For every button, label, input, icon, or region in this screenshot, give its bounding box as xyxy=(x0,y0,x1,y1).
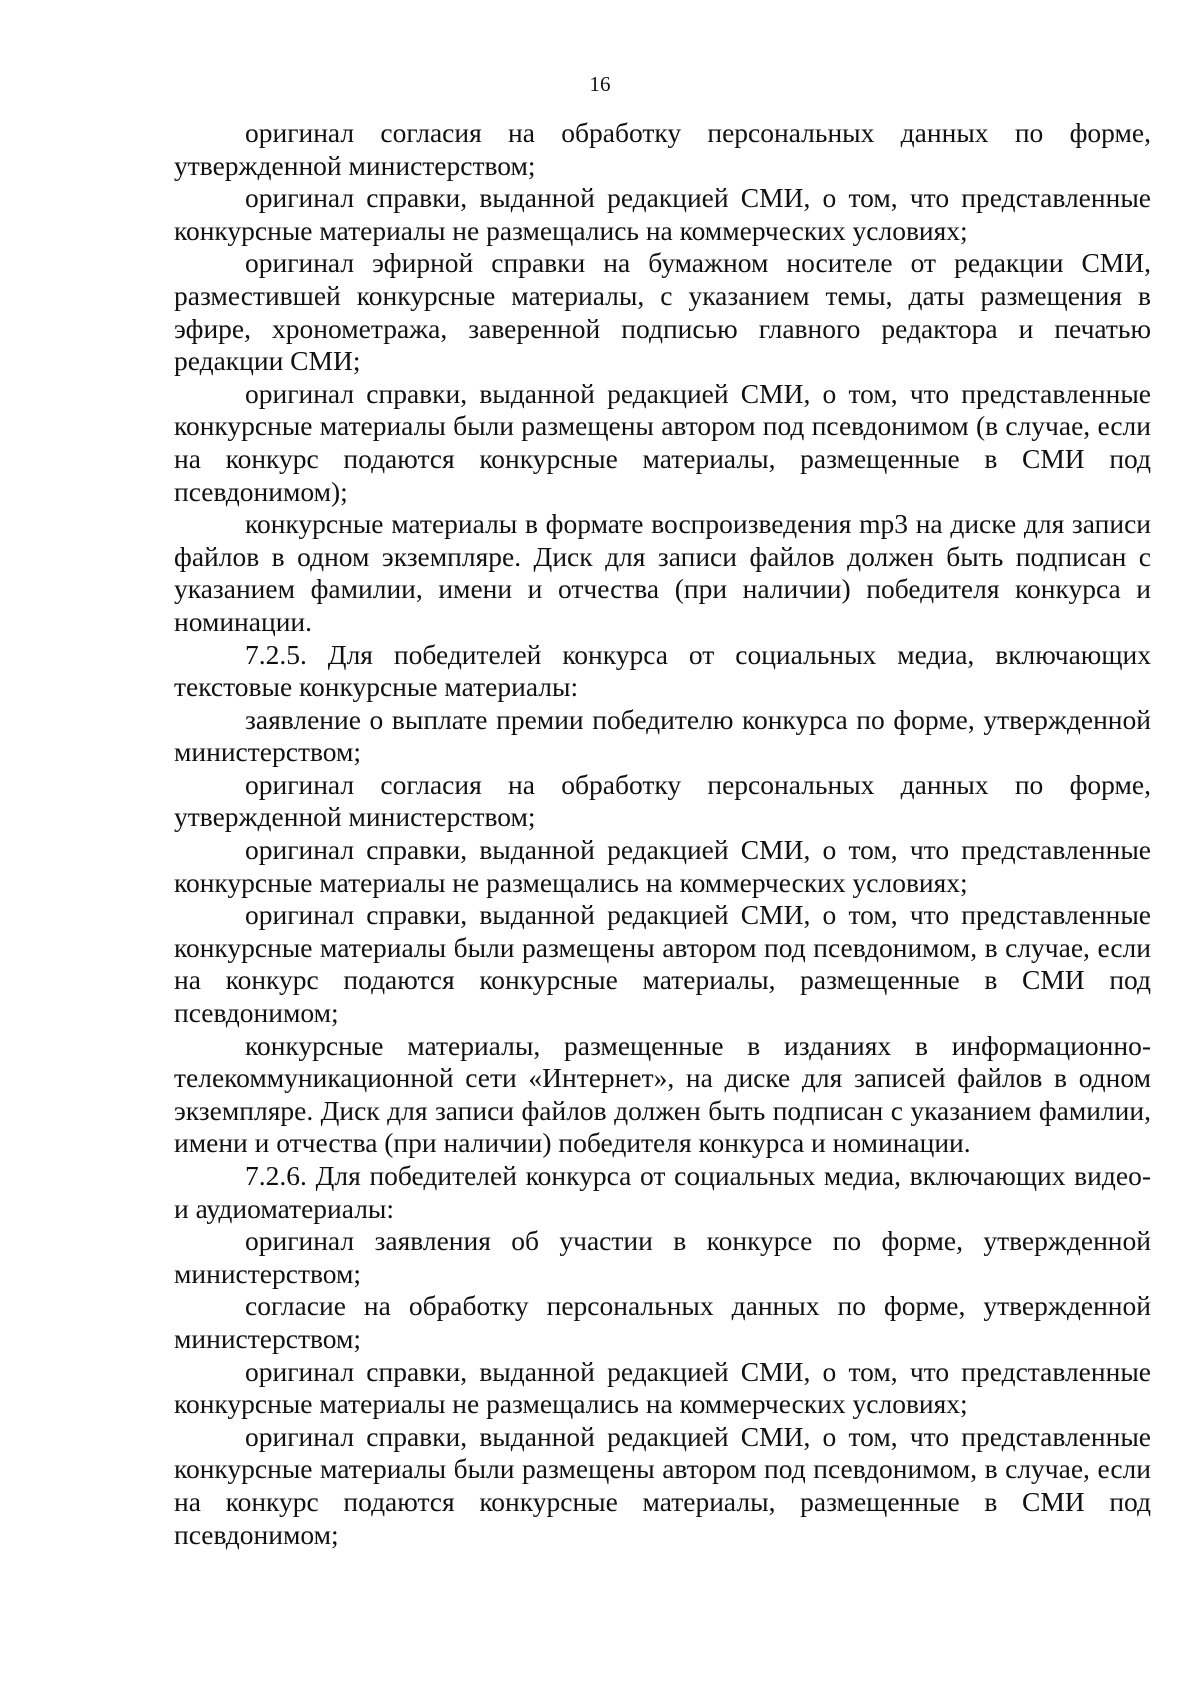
paragraph-consent-original: оригинал согласия на обработку персональных данных по форме, утвержденной министерством; xyxy=(174,768,1151,833)
section-7-2-5-heading: 7.2.5. Для победителей конкурса от социальных медиа, включающих текстовые конкурсные материалы: xyxy=(174,638,1151,703)
paragraph-pseudonym-certificate: оригинал справки, выданной редакцией СМИ, о том, что представленные конкурсные материалы были размещены автором под псевдонимом, в случае, если на конкурс подаются конкурсные материалы, размещенные в СМИ под псевдонимом; xyxy=(174,1420,1151,1550)
paragraph-broadcast-certificate: оригинал эфирной справки на бумажном носителе от редакции СМИ, разместившей конкурсные материалы, с указанием темы, даты размещения в эфире, хронометража, заверенной подписью главного редактора и печатью редакции СМИ; xyxy=(174,247,1151,377)
paragraph-prize-application: заявление о выплате премии победителю конкурса по форме, утвержденной министерством; xyxy=(174,703,1151,768)
paragraph-mp3-disc: конкурсные материалы в формате воспроизведения mp3 на диске для записи файлов в одном экземпляре. Диск для записи файлов должен быть подписан с указанием фамилии, имени и отчества (при наличии) победителя конкурса и номинации. xyxy=(174,508,1151,637)
paragraph-internet-disc: конкурсные материалы, размещенные в изданиях в информационно-телекоммуникационной сети «Интернет», на диске для записей файлов в одном экземпляре. Диск для записи файлов должен быть подписан с указанием фамилии, имени и отчества (при наличии) победителя конкурса и номинации. xyxy=(174,1029,1151,1159)
paragraph-consent-original: оригинал согласия на обработку персональных данных по форме, утвержденной министерством; xyxy=(174,117,1151,181)
paragraph-non-commercial-certificate: оригинал справки, выданной редакцией СМИ, о том, что представленные конкурсные материалы не размещались на коммерческих условиях; xyxy=(174,834,1151,898)
page-number: 16 xyxy=(589,72,611,96)
paragraph-pseudonym-certificate: оригинал справки, выданной редакцией СМИ, о том, что представленные конкурсные материалы были размещены автором под псевдонимом (в случае, если на конкурс подаются конкурсные материалы, размещенные в СМИ под псевдонимом); xyxy=(174,377,1151,507)
paragraph-non-commercial-certificate: оригинал справки, выданной редакцией СМИ, о том, что представленные конкурсные материалы не размещались на коммерческих условиях; xyxy=(174,182,1151,246)
paragraph-participation-application: оригинал заявления об участии в конкурсе по форме, утвержденной министерством; xyxy=(174,1225,1151,1289)
paragraph-consent: согласие на обработку персональных данных по форме, утвержденной министерством; xyxy=(174,1290,1151,1354)
document-body xyxy=(174,117,1151,1551)
paragraph-pseudonym-certificate: оригинал справки, выданной редакцией СМИ, о том, что представленные конкурсные материалы были размещены автором под псевдонимом, в случае, если на конкурс подаются конкурсные материалы, размещенные в СМИ под псевдонимом; xyxy=(174,899,1151,1029)
section-7-2-6-heading: 7.2.6. Для победителей конкурса от социальных медиа, включающих видео- и аудиоматериалы: xyxy=(174,1160,1151,1224)
paragraph-non-commercial-certificate: оригинал справки, выданной редакцией СМИ, о том, что представленные конкурсные материалы не размещались на коммерческих условиях; xyxy=(174,1355,1151,1420)
